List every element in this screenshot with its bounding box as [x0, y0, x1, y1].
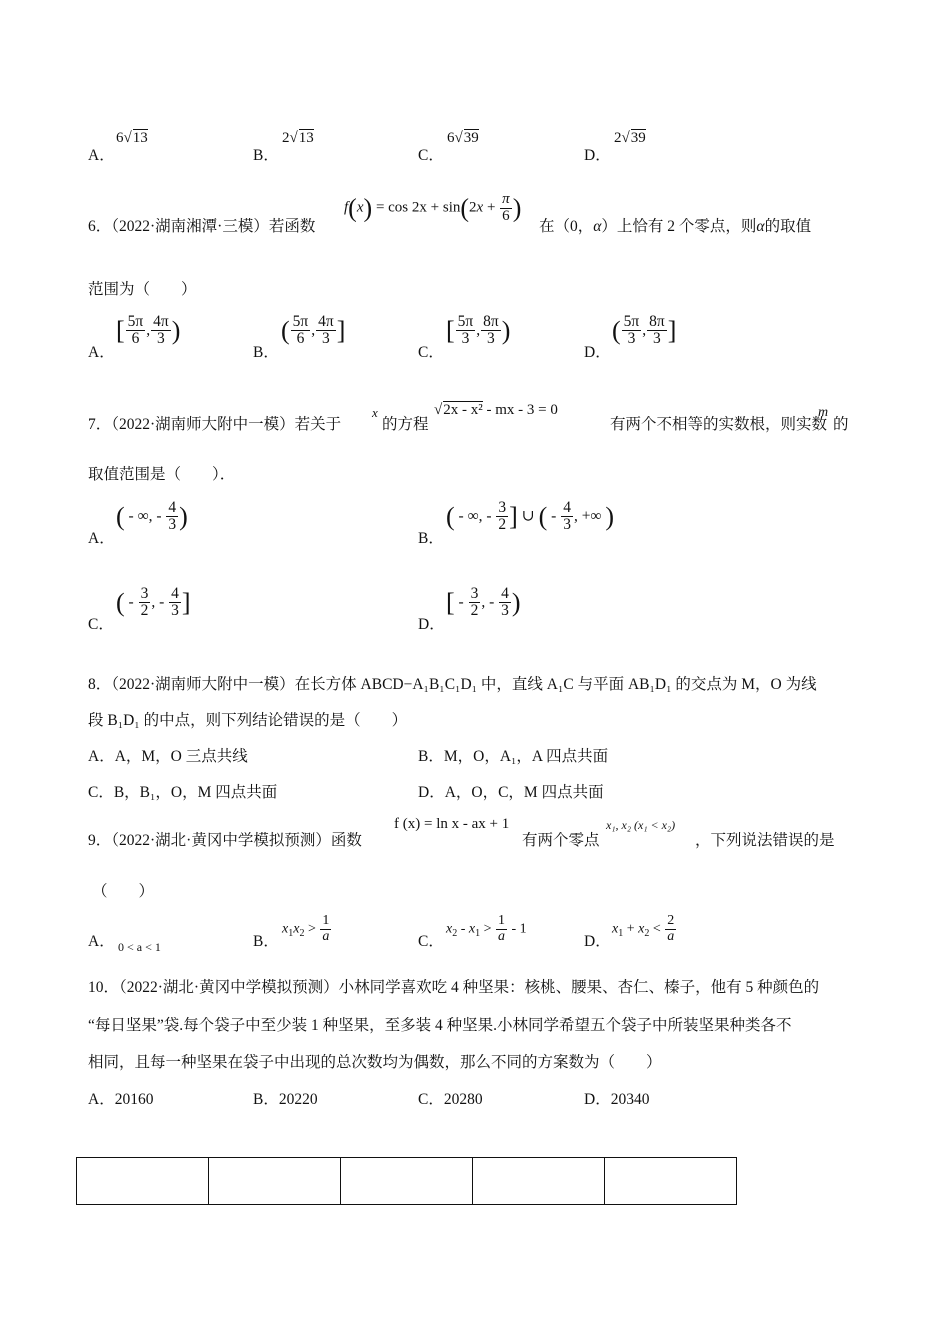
- q10-stem-line3: 相同，且每一种坚果在袋子中出现的总次数均为偶数，那么不同的方案数为（ ）: [88, 1054, 662, 1071]
- q7-stem: 7．（2022·湖南师大附中一模）若关于: [88, 416, 342, 433]
- q9-function: f (x) = ln x - ax + 1: [394, 816, 510, 832]
- q6-stem-line2: 范围为（ ）: [88, 281, 197, 298]
- q10-option-c[interactable]: C．20280: [418, 1091, 483, 1108]
- q9-option-c-value: $x_2 - x_1$ > $\frac{1}{a}$ - 1: [446, 913, 527, 944]
- q10-option-d[interactable]: D．20340: [584, 1091, 650, 1108]
- answer-cell[interactable]: [209, 1158, 341, 1205]
- q10-stem-line1: 10．（2022·湖北·黄冈中学模拟预测）小林同学喜欢吃 4 种坚果：核桃、腰果、杏仁、榛子，他有 5 种颜色的: [88, 979, 820, 996]
- q9-option-a-value: 0 < a < 1: [118, 940, 161, 954]
- q7-stem-cont: 有两个不相等的实数根，则实数: [610, 416, 828, 433]
- q7-stem-mid: 的方程: [382, 416, 429, 433]
- q10-option-a[interactable]: A．20160: [88, 1091, 154, 1108]
- q6-option-b[interactable]: B．: [253, 344, 279, 361]
- q8-stem-line2: 段 B₁D₁ 的中点，则下列结论错误的是（ ）: [88, 712, 408, 729]
- q5-option-a[interactable]: A．: [88, 147, 115, 164]
- q9-zeros: x₁, x₂ (x₁ < x₂): [606, 818, 676, 832]
- q7-equation: √2x - x² - mx - 3 = 0: [434, 402, 558, 418]
- q8-stem-line1: 8．（2022·湖南师大附中一模）在长方体 ABCD−A₁B₁C₁D₁ 中，直线 A₁C 与平面 AB₁D₁ 的交点为 M，O 为线: [88, 676, 817, 693]
- q5-option-c-value: 6√39: [447, 130, 479, 146]
- q8-option-b[interactable]: B．M，O，A₁，A 四点共面: [418, 748, 609, 765]
- q9-option-c[interactable]: C．: [418, 933, 444, 950]
- q9-stem-end: ，下列说法错误的是: [695, 832, 835, 849]
- q6-function: f(x) = cos 2x + sin(2x + $\frac{\pi}{6}$ ): [344, 191, 522, 224]
- q5-option-d-value: 2√39: [614, 130, 646, 146]
- q6-option-a[interactable]: A．: [88, 344, 115, 361]
- q6-stem: 6．（2022·湖南湘潭·三模）若函数: [88, 218, 316, 235]
- q5-option-c[interactable]: C．: [418, 147, 444, 164]
- q7-option-a-value: ( - ∞, - $\frac{4}{3}$ ): [116, 499, 188, 534]
- q5-option-a-value: 6√13: [116, 130, 148, 146]
- q7-var-m: m: [818, 405, 829, 420]
- q9-option-d-value: $x_1 + x_2$ < $\frac{2}{a}$: [612, 913, 675, 944]
- q8-option-c[interactable]: C．B，B₁，O，M 四点共面: [88, 784, 278, 801]
- q7-option-a[interactable]: A．: [88, 530, 115, 547]
- q5-option-d[interactable]: D．: [584, 147, 611, 164]
- q6-stem-cont: 在（0，α）上恰有 2 个零点，则α的取值: [539, 218, 812, 235]
- q9-option-d[interactable]: D．: [584, 933, 611, 950]
- q5-option-b-value: 2√13: [282, 130, 314, 146]
- q10-stem-line2: “每日坚果”袋.每个袋子中至少装 1 种坚果，至多装 4 种坚果.小林同学希望五个袋子中所装坚果种类各不: [88, 1017, 792, 1034]
- q9-option-a[interactable]: A．: [88, 933, 115, 950]
- q8-option-a[interactable]: A．A，M，O 三点共线: [88, 748, 248, 765]
- q7-option-b-value: ( - ∞, - $\frac{3}{2}$ ] ∪ ( - $\frac{4}{3}$ , +∞ ): [446, 499, 615, 534]
- q9-stem-mid: 有两个零点: [522, 832, 600, 849]
- q8-option-d[interactable]: D．A，O，C，M 四点共面: [418, 784, 604, 801]
- q7-option-c-value: ( - $\frac{3}{2}$ , - $\frac{4}{3}$ ]: [116, 585, 191, 620]
- answer-cell[interactable]: [77, 1158, 209, 1205]
- q7-stem-line2: 取值范围是（ ）．: [88, 466, 236, 483]
- answer-table: [76, 1157, 737, 1205]
- q6-option-d[interactable]: D．: [584, 344, 611, 361]
- q6-option-c-value: [ $\frac{5\pi}{3}$ , $\frac{8\pi}{3}$ ): [446, 313, 511, 348]
- q7-option-c[interactable]: C．: [88, 616, 114, 633]
- q6-option-c[interactable]: C．: [418, 344, 444, 361]
- q7-var-x: x: [372, 405, 378, 420]
- q6-option-b-value: ( $\frac{5\pi}{6}$ , $\frac{4\pi}{3}$ ]: [281, 313, 346, 348]
- answer-cell[interactable]: [605, 1158, 737, 1205]
- answer-cell[interactable]: [341, 1158, 473, 1205]
- q10-option-b[interactable]: B．20220: [253, 1091, 318, 1108]
- q6-option-d-value: ( $\frac{5\pi}{3}$ , $\frac{8\pi}{3}$ ]: [612, 313, 677, 348]
- q7-option-b[interactable]: B．: [418, 530, 444, 547]
- answer-cell[interactable]: [473, 1158, 605, 1205]
- q9-option-b-value: $x_1x_2$ > $\frac{1}{a}$: [282, 913, 330, 944]
- q9-stem-line2: （ ）: [92, 883, 155, 900]
- q7-option-d[interactable]: D．: [418, 616, 445, 633]
- answer-table-row: [77, 1158, 737, 1205]
- q9-stem: 9．（2022·湖北·黄冈中学模拟预测）函数: [88, 832, 362, 849]
- q5-option-b[interactable]: B．: [253, 147, 279, 164]
- q6-option-a-value: [ $\frac{5\pi}{6}$ , $\frac{4\pi}{3}$ ): [116, 313, 181, 348]
- q9-option-b[interactable]: B．: [253, 933, 279, 950]
- q7-stem-end: 的: [833, 416, 849, 433]
- q7-option-d-value: [ - $\frac{3}{2}$ , - $\frac{4}{3}$ ): [446, 585, 521, 620]
